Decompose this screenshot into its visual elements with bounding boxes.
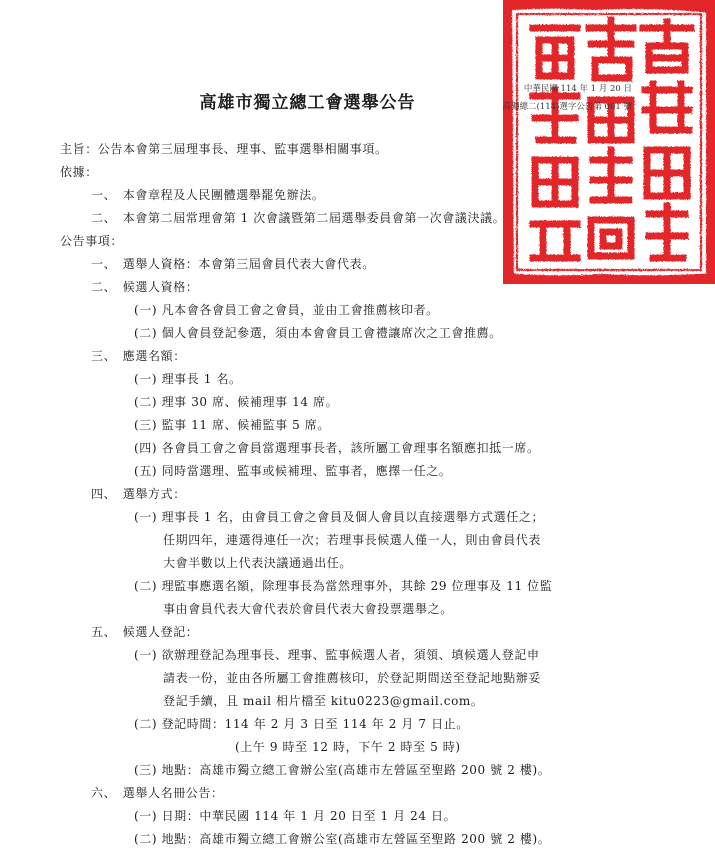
section-6-item-1: (一) 日期：中華民國 114 年 1 月 20 日至 1 月 24 日。 [134,809,457,823]
notice-label: 公告事項： [60,234,124,248]
section-4-heading: 四、 選舉方式： [91,487,186,501]
section-5-item-1-line-2: 請表一份，並由各所屬工會推薦核印，於登記期間送至登記地點辦妥 [163,671,542,685]
section-3-item-2: (二) 理事 30 席、候補理事 14 席。 [134,395,339,409]
section-1: 一、 選舉人資格：本會第三屆會員代表大會代表。 [91,257,375,271]
basis-item-1: 一、 本會章程及人民團體選舉罷免辦法。 [91,188,325,202]
official-seal-stamp [503,0,715,284]
section-4-item-1-line-1: (一) 理事長 1 名，由會員工會之會員及個人會員以直接選舉方式選任之； [134,510,545,524]
section-5-item-3: (三) 地點：高雄市獨立總工會辦公室(高雄市左營區至聖路 200 號 2 樓)。 [134,763,551,777]
section-4-item-1-line-2: 任期四年，連選得連任一次；若理事長候選人僅一人，則由會員代表 [163,533,542,547]
section-3-heading: 三、 應選名額： [91,349,186,363]
section-6-item-2: (二) 地點：高雄市獨立總工會辦公室(高雄市左營區至聖路 200 號 2 樓)。 [134,832,551,846]
basis-item-2: 二、 本會第二屆常理會第 1 次會議暨第二屆選舉委員會第一次會議決議。 [91,211,506,225]
document-number: 高獨總二(114)選字公告第 001 號 [502,102,632,112]
section-4-item-2-line-1: (二) 理監事應選名額，除理事長為當然理事外，其餘 29 位理事及 11 位監 [134,579,553,593]
section-4-item-1-line-3: 大會半數以上代表決議通過出任。 [163,556,353,570]
section-6-heading: 六、 選舉人名冊公告： [91,786,224,800]
document-title: 高雄市獨立總工會選舉公告 [199,93,416,113]
section-5-item-2-line-2: (上午 9 時至 12 時，下午 2 時至 5 時) [235,740,461,754]
section-3-item-1: (一) 理事長 1 名。 [134,372,242,386]
section-5-item-1-line-1: (一) 欲辦理登記為理事長、理事、監事候選人者，須領、填候選人登記申 [134,648,540,662]
section-3-item-5: (五) 同時當選理、監事或候補理、監事者，應擇一任之。 [134,464,452,478]
section-5-heading: 五、 候選人登記： [91,625,199,639]
basis-label: 依據： [60,165,98,179]
section-3-item-3: (三) 監事 11 席、候補監事 5 席。 [134,418,330,432]
document-reference [482,80,632,116]
subject-line: 主旨：公告本會第三屆理事長、理事、監事選舉相關事項。 [60,142,388,156]
section-3-item-4: (四) 各會員工會之會員當選理事長者，該所屬工會理事名額應扣抵一席。 [134,441,540,455]
section-2-heading: 二、 候選人資格： [91,280,199,294]
section-5-item-1-line-3: 登記手續，且 mail 相片檔至 kitu0223@gmail.com。 [163,694,484,708]
section-5-item-2-line-1: (二) 登記時間：114 年 2 月 3 日至 114 年 2 月 7 日止。 [134,717,469,731]
section-4-item-2-line-2: 事由會員代表大會代表於會員代表大會投票選舉之。 [163,602,453,616]
issue-date: 中華民國 114 年 1 月 20 日 [523,84,632,94]
section-2-item-1: (一) 凡本會各會員工會之會員，並由工會推薦核印者。 [134,303,439,317]
section-2-item-2: (二) 個人會員登記參選，須由本會會員工會禮讓席次之工會推薦。 [134,326,502,340]
